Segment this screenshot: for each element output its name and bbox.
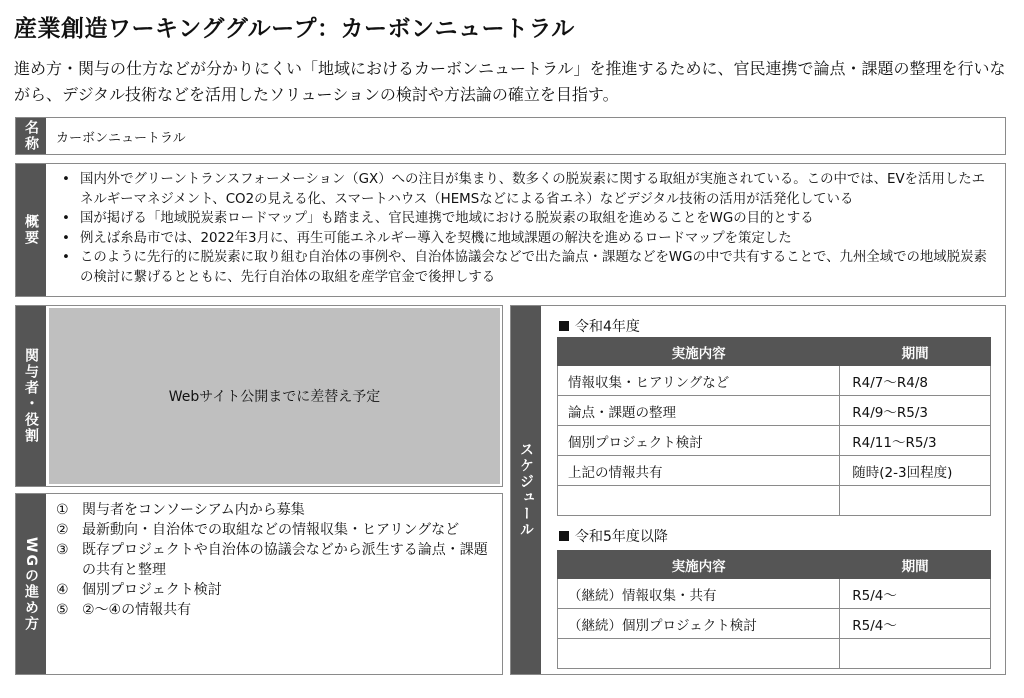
fy1-schedule-table <box>557 337 991 516</box>
roles-section-header <box>16 306 46 486</box>
wg-step-item <box>56 600 492 620</box>
wg-step-text: 既存プロジェクトや自治体の協議会などから派生する論点・課題の共有と整理 <box>82 542 488 578</box>
fy1-title: 令和4年度 <box>575 319 640 335</box>
wg-steps-section-label: WGの進め方 <box>23 536 39 632</box>
schedule-section <box>510 305 1006 675</box>
cell-period: R4/11～R5/3 <box>840 426 991 456</box>
table-row <box>558 639 991 669</box>
table-row <box>558 426 991 456</box>
table-row <box>558 396 991 426</box>
table-row <box>558 456 991 486</box>
wg-step-number: ⑤ <box>56 602 69 618</box>
cell-content <box>558 639 840 669</box>
wg-step-text: ②～④の情報共有 <box>82 602 192 618</box>
wg-step-item <box>56 540 492 580</box>
cell-period: R4/7～R4/8 <box>840 366 991 396</box>
square-bullet-icon <box>559 321 569 331</box>
name-section-header <box>16 118 46 154</box>
overview-section <box>15 163 1006 297</box>
schedule-section-label: スケジュール <box>518 442 534 538</box>
fy2-heading <box>559 526 668 546</box>
overview-section-label: 概要 <box>23 214 39 246</box>
lead-text: 進め方・関与の仕方などが分かりにくい「地域におけるカーボンニュートラル」を推進するために、官民連携で論点・課題の整理を行いながら、デジタル技術などを活用したソリューションの検討や方法論の確立を目指す。 <box>14 59 1006 104</box>
wg-step-number: ④ <box>56 582 69 598</box>
overview-section-header <box>16 164 46 296</box>
wg-step-item <box>56 520 492 540</box>
wg-steps-section-header <box>16 494 46 674</box>
cell-content: 上記の情報共有 <box>558 456 840 486</box>
name-section-label: 名称 <box>23 120 39 152</box>
cell-content: 個別プロジェクト検討 <box>558 426 840 456</box>
header-period: 期間 <box>840 338 991 366</box>
cell-period: R4/9～R5/3 <box>840 396 991 426</box>
cell-period <box>840 486 991 516</box>
wg-step-item <box>56 580 492 600</box>
cell-content: （継続）情報収集・共有 <box>558 579 840 609</box>
roles-section <box>15 305 503 487</box>
roles-section-label: 関与者・役割 <box>23 348 39 444</box>
overview-list <box>56 170 995 287</box>
wg-step-text: 最新動向・自治体での取組などの情報収集・ヒアリングなど <box>82 522 460 538</box>
cell-period: 随時(2-3回程度) <box>840 456 991 486</box>
wg-steps-list <box>56 500 492 620</box>
cell-content <box>558 486 840 516</box>
header-content: 実施内容 <box>558 338 840 366</box>
fy2-title: 令和5年度以降 <box>575 529 668 545</box>
table-row <box>558 366 991 396</box>
wg-steps-section <box>15 493 503 675</box>
schedule-section-header <box>511 306 541 674</box>
cell-period: R5/4～ <box>840 579 991 609</box>
wg-step-text: 個別プロジェクト検討 <box>82 582 222 598</box>
square-bullet-icon <box>559 531 569 541</box>
table-row <box>558 579 991 609</box>
roles-placeholder: Webサイト公開までに差替え予定 <box>49 308 500 484</box>
header-content: 実施内容 <box>558 551 840 579</box>
cell-period <box>840 639 991 669</box>
cell-period: R5/4～ <box>840 609 991 639</box>
name-section <box>15 117 1006 155</box>
cell-content: 論点・課題の整理 <box>558 396 840 426</box>
table-row <box>558 609 991 639</box>
cell-content: 情報収集・ヒアリングなど <box>558 366 840 396</box>
overview-bullet: • 例えば糸島市では、2022年3月に、再生可能エネルギー導入を契機に地域課題の解決を進めるロードマップを策定した <box>56 229 995 249</box>
overview-bullet: • 国内外でグリーントランスフォーメーション（GX）への注目が集まり、数多くの脱炭素に関する取組が実施されている。この中では、EVを活用したエネルギーマネジメント、CO2の見える化、スマートハウス（HEMSなどによる省エネ）などデジタル技術の活用が活発化している <box>56 170 995 209</box>
wg-step-number: ② <box>56 522 69 538</box>
cell-content: （継続）個別プロジェクト検討 <box>558 609 840 639</box>
wg-step-number: ① <box>56 502 69 518</box>
page-title: 産業創造ワーキンググループ：カーボンニュートラル <box>14 16 575 42</box>
wg-step-text: 関与者をコンソーシアム内から募集 <box>82 502 305 518</box>
name-value: カーボンニュートラル <box>56 130 186 146</box>
wg-step-item <box>56 500 492 520</box>
header-period: 期間 <box>840 551 991 579</box>
overview-bullet: • このように先行的に脱炭素に取り組む自治体の事例や、自治体協議会などで出た論点・課題などをWGの中で共有することで、九州全域での地域脱炭素の検討に繋げるとともに、先行自治体の取組を産学官金で後押しする <box>56 248 995 287</box>
overview-bullet: • 国が掲げる「地域脱炭素ロードマップ」も踏まえ、官民連携で地域における脱炭素の取組を進めることをWGの目的とする <box>56 209 995 229</box>
table-header-row <box>558 551 991 579</box>
fy2-schedule-table <box>557 550 991 669</box>
fy1-heading <box>559 316 640 336</box>
wg-step-number: ③ <box>56 542 69 558</box>
table-row <box>558 486 991 516</box>
table-header-row <box>558 338 991 366</box>
